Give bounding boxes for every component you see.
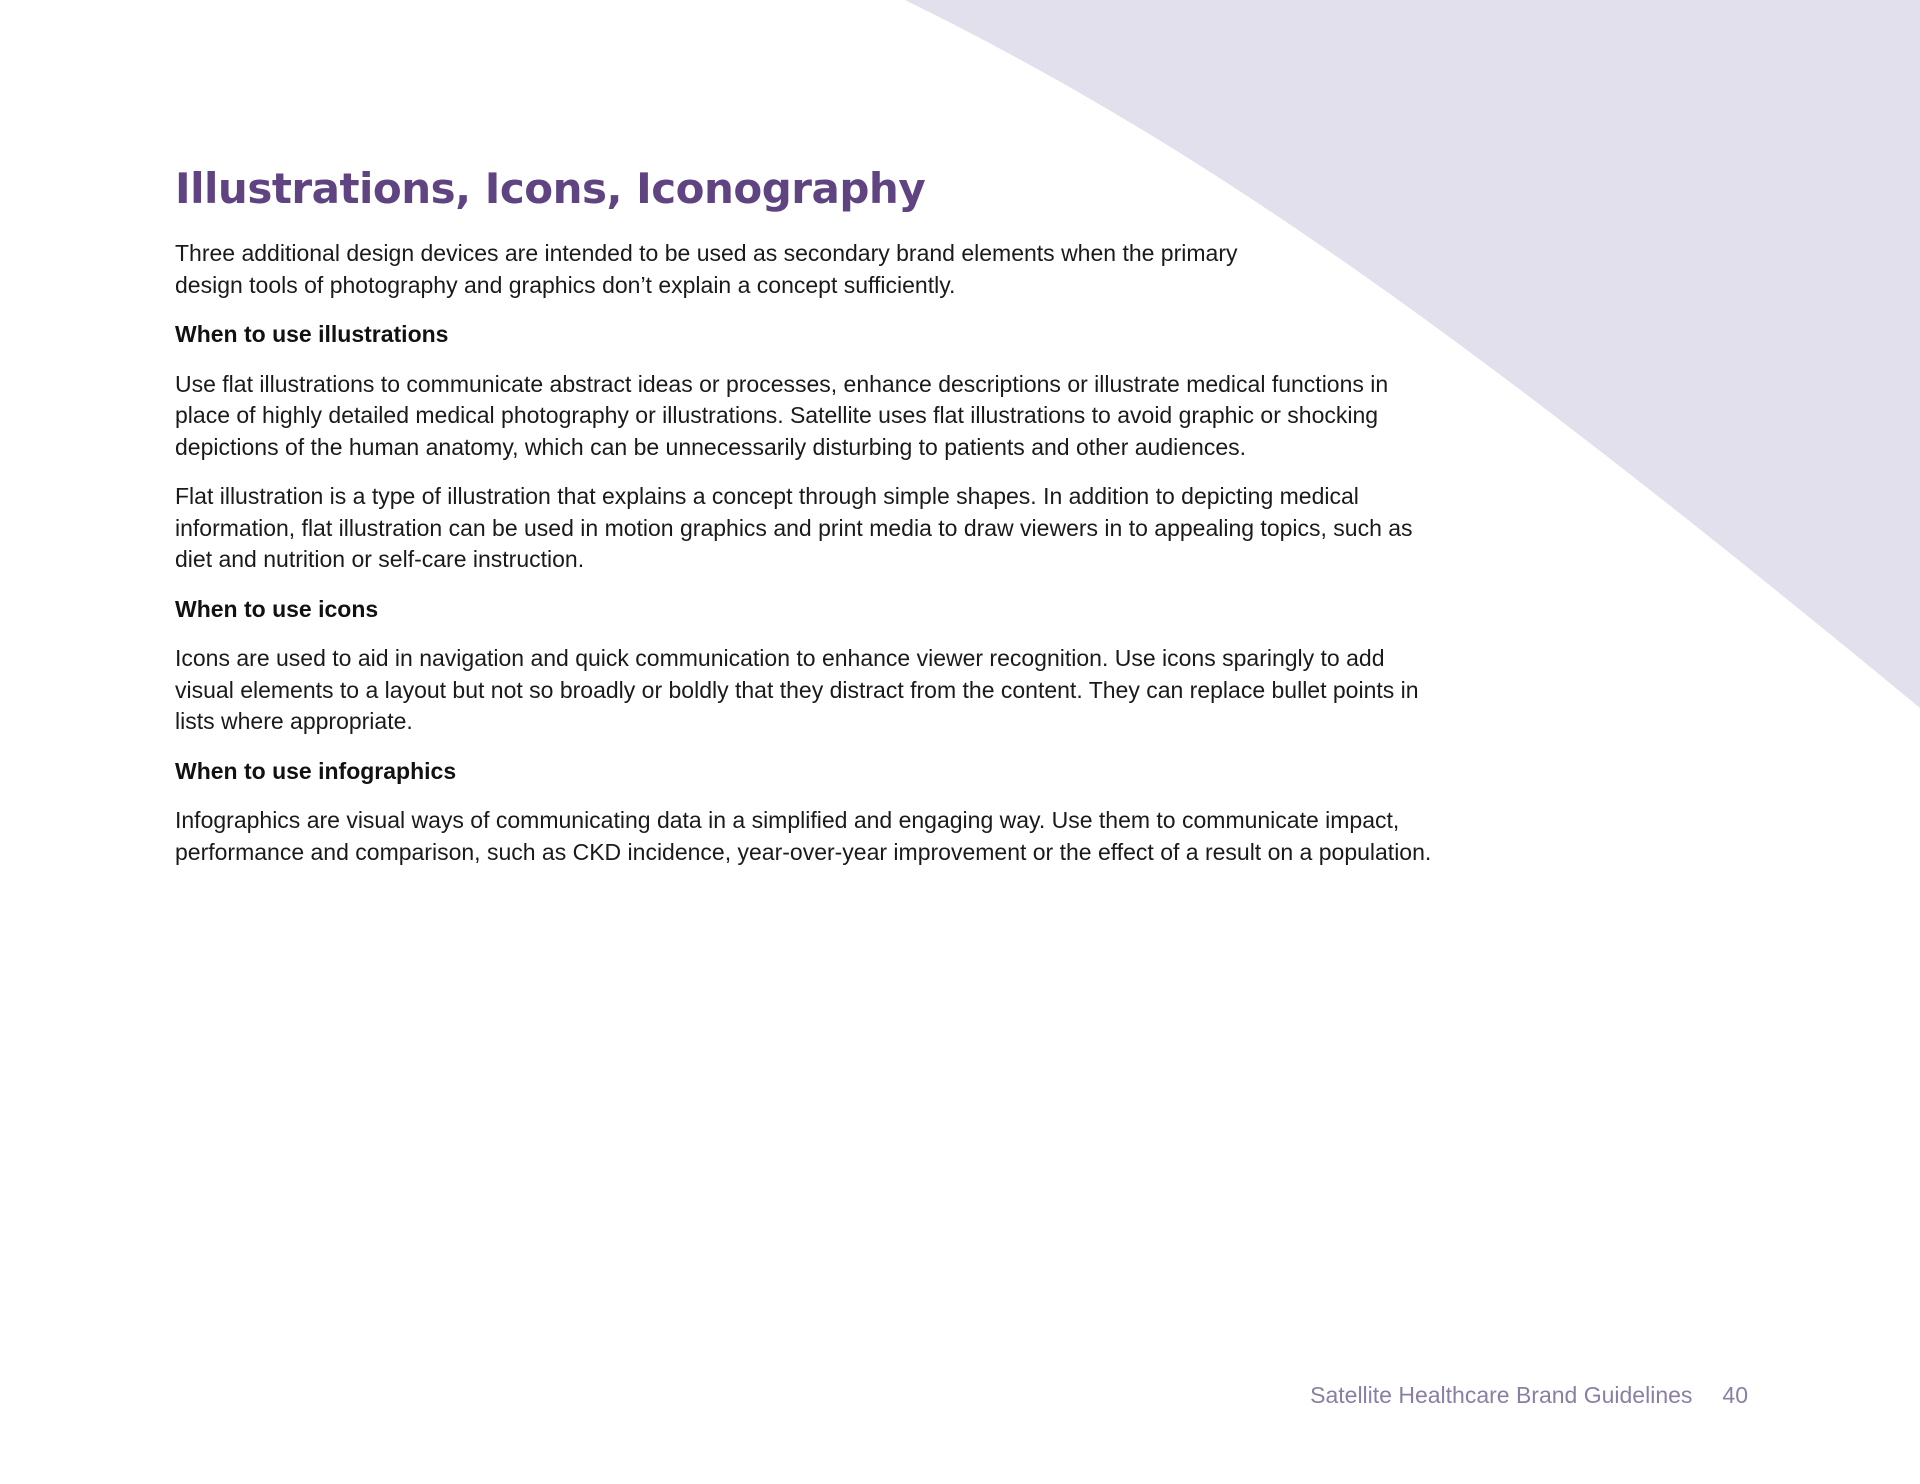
infographics-paragraph: Infographics are visual ways of communicating data in a simplified and engaging way. Use them to communicate impact, performance and comparison, such as CKD incidence, year-over-year improvement or the effect of a result on a population.: [175, 807, 1432, 865]
section-infographics: [175, 756, 1435, 869]
illustrations-paragraph-1: Use flat illustrations to communicate abstract ideas or processes, enhance descriptions or illustrate medical functions in place of highly detailed medical photography or illustrations. Satellite uses flat illustrations to avoid graphic or shocking depictions of the human anatomy, which can be unnecessarily disturbing to patients and other audiences.: [175, 370, 1389, 460]
page-title: Illustrations, Icons, Iconography: [175, 164, 926, 213]
page-number: 40: [1722, 1382, 1748, 1408]
section-heading-infographics: When to use infographics: [175, 757, 457, 784]
section-heading-icons: When to use icons: [175, 595, 379, 622]
icons-paragraph: Icons are used to aid in navigation and quick communication to enhance viewer recognition. Use icons sparingly to add visual elements to a layout but not so broadly or boldly that they distract from the content. They can replace bullet points in lists where appropriate.: [175, 645, 1419, 734]
illustrations-paragraph-2: Flat illustration is a type of illustration that explains a concept through simple shapes. In addition to depicting medical information, flat illustration can be used in motion graphics and print media to draw viewers in to appealing topics, such as diet and nutrition or self-care instruction.: [175, 483, 1413, 572]
main-content: [175, 160, 1435, 886]
section-illustrations: [175, 319, 1435, 576]
section-heading-illustrations: When to use illustrations: [175, 321, 449, 347]
footer-label: Satellite Healthcare Brand Guidelines: [1310, 1382, 1693, 1408]
section-icons: [175, 594, 1435, 738]
intro-paragraph: Three additional design devices are intended to be used as secondary brand elements when the primary design tools of photography and graphics don’t explain a concept sufficiently.: [175, 240, 1238, 298]
page-footer: [1310, 1380, 1748, 1410]
